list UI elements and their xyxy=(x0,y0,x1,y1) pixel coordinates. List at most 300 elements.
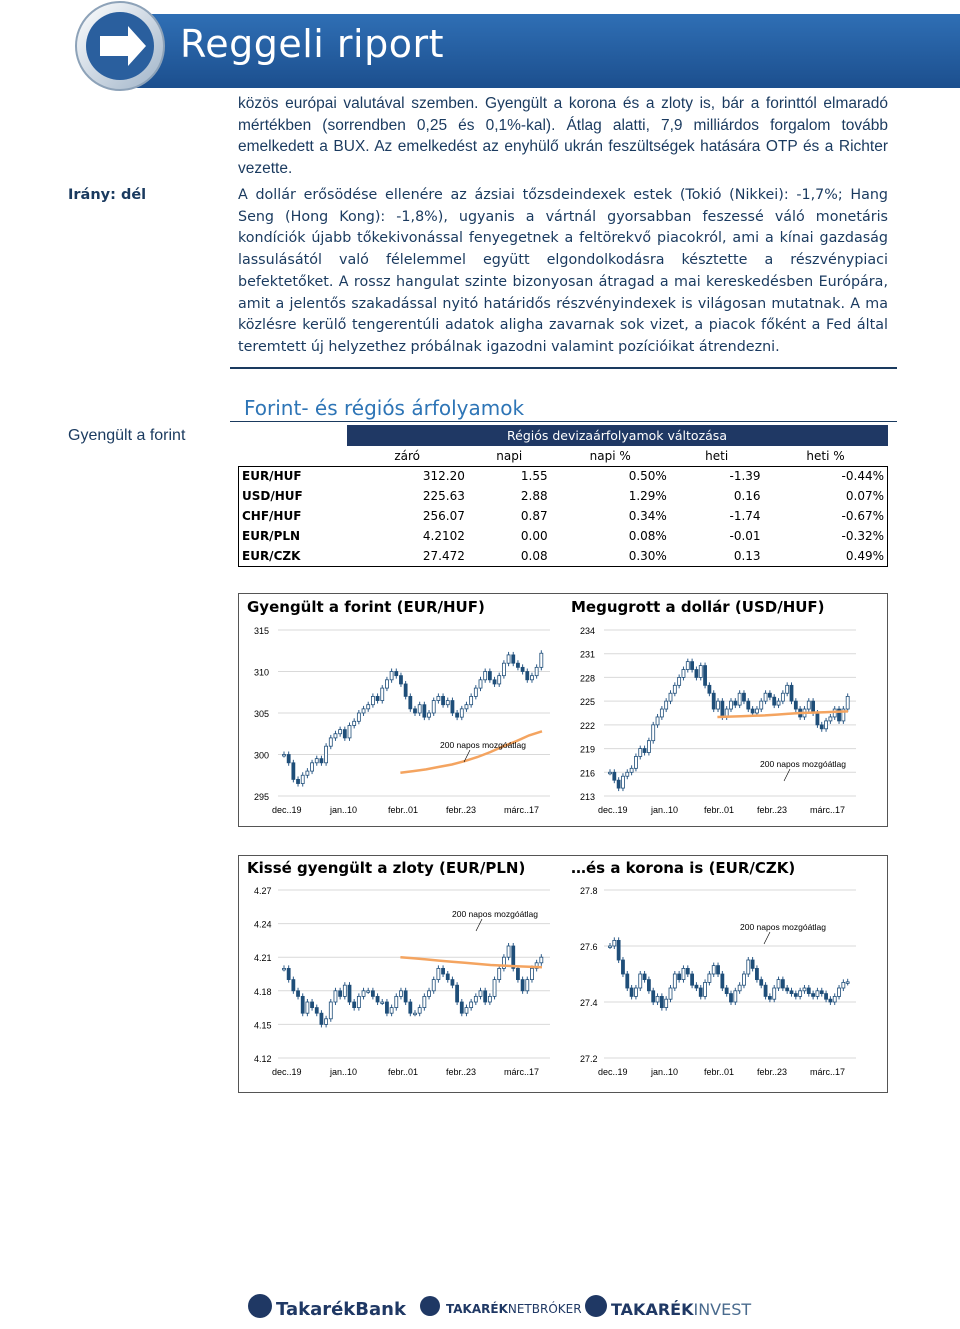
candle-body xyxy=(686,968,689,974)
candle-body xyxy=(357,713,360,721)
candle-body xyxy=(734,701,737,705)
cell: 0.87 xyxy=(520,509,548,523)
candle-body xyxy=(803,988,806,991)
candle-body xyxy=(334,991,337,1002)
candle-body xyxy=(747,701,750,709)
candle-body xyxy=(484,672,487,680)
candle-body xyxy=(790,685,793,701)
candle-body xyxy=(320,759,323,763)
candle-body xyxy=(807,701,810,709)
candle-body xyxy=(456,713,459,717)
paragraph-forint: közös európai valutával szemben. Gyengült a korona és a zloty is, bár a forinttól elmaradó mértékben (sorrendben 0,25 és 0,1%-kal). Átlag alatti, 7,9 milliárdos forgalom tovább emelkedett a BUX. Az emelkedést az enyhülő ukrán feszültségek hatására OTP és a Richter vezette. xyxy=(238,95,888,178)
candle-body xyxy=(626,974,629,988)
candle-body xyxy=(656,717,659,725)
candle-body xyxy=(442,696,445,704)
y-tick-label: 231 xyxy=(580,649,596,660)
candle-body xyxy=(833,996,836,1002)
moving-average-label: 200 napos mozgóátlag xyxy=(452,909,539,919)
candle-body xyxy=(479,991,482,997)
candle-body xyxy=(639,974,642,988)
cell: 2.88 xyxy=(520,489,548,503)
cell: 0.08% xyxy=(628,529,667,543)
candle-body xyxy=(665,701,668,709)
candle-body xyxy=(287,968,290,979)
x-tick-label: márc..17 xyxy=(504,1067,540,1077)
candle-body xyxy=(751,709,754,713)
candle-body xyxy=(376,996,379,1002)
y-tick-label: 4.18 xyxy=(254,986,272,997)
moving-average-label: 200 napos mozgóátlag xyxy=(440,740,527,750)
candle-body xyxy=(630,768,633,772)
candle-body xyxy=(460,709,463,717)
candle-body xyxy=(535,667,538,675)
candle-body xyxy=(673,685,676,693)
candle-body xyxy=(764,693,767,701)
y-tick-label: 225 xyxy=(580,697,596,708)
candle-body xyxy=(306,771,309,775)
chart-title-eurpln: Kissé gyengült a zloty (EUR/PLN) xyxy=(247,859,526,877)
candle-body xyxy=(521,667,524,671)
candle-body xyxy=(488,996,491,1002)
cell: 312.20 xyxy=(347,466,468,486)
candle-body xyxy=(786,988,789,991)
report-title: Reggeli riport xyxy=(180,22,444,66)
candle-body xyxy=(609,772,612,774)
x-tick-label: márc..17 xyxy=(810,805,846,815)
candle-body xyxy=(390,1008,393,1014)
candle-body xyxy=(367,705,370,709)
candle-body xyxy=(755,709,758,713)
x-tick-label: febr..01 xyxy=(704,1067,735,1077)
candle-body xyxy=(768,996,771,999)
candle-body xyxy=(320,1013,323,1024)
cell: 0.07% xyxy=(764,486,888,506)
section-title-underline xyxy=(230,421,897,422)
candle-body xyxy=(516,968,519,979)
candle-body xyxy=(643,749,646,753)
candle-body xyxy=(451,701,454,713)
y-tick-label: 4.27 xyxy=(254,886,272,896)
candle-body xyxy=(470,696,473,704)
x-tick-label: márc..17 xyxy=(504,805,540,815)
candle-body xyxy=(820,991,823,994)
candle-body xyxy=(621,776,624,788)
candle-body xyxy=(738,985,741,991)
report-header xyxy=(0,0,960,92)
candle-body xyxy=(613,940,616,946)
candle-body xyxy=(404,684,407,696)
candle-body xyxy=(385,1002,388,1013)
candle-body xyxy=(530,676,533,680)
candle-body xyxy=(691,974,694,985)
candle-body xyxy=(479,680,482,688)
table-row xyxy=(239,506,888,526)
candle-body xyxy=(451,980,454,986)
annotation-leader xyxy=(784,769,790,781)
moving-average-label: 200 napos mozgóátlag xyxy=(760,759,847,769)
candle-body xyxy=(734,991,737,1002)
candle-body xyxy=(695,670,698,678)
paragraph-markets: A dollár erősödése ellenére az ázsiai tőzsdeindexek estek (Tokió (Nikkei): -1,7%; Hang Seng (Hong Kong): -1,8%), ugyanis a vártnál gyorsabban feszessé váló monetáris kondíciók újabb tőkekivonással fenyegetnek a feltörekvő piacokról, ami a kínai gazdaság lassulásától való félelemmel együtt elgondolkodásra késztette a részvénypiaci befektetőket. A rossz hangulat szinte bizonyosan átragad a mai kereskedésben Európára, amit a jelentős szakadással nyitó határidős részvényindexek is világosan mutatnak. A ma közlésre kerülő tengerentúli adatok aligha zavarnak sok vizet, a piacok főként a Fed által teremtett új helyzethez próbálnak igazodni valamint pozícióikat átrendezni. xyxy=(238,187,888,355)
candle-body xyxy=(842,982,845,988)
cell: -0.44% xyxy=(764,466,888,486)
candle-body xyxy=(630,988,633,996)
candle-body xyxy=(799,991,802,997)
candle-body xyxy=(678,974,681,980)
cell: -0.01 xyxy=(729,529,761,543)
candle-body xyxy=(381,1002,384,1004)
cell: 256.07 xyxy=(422,509,465,523)
candle-body xyxy=(311,1002,314,1008)
candle-body xyxy=(673,974,676,988)
candle-body xyxy=(825,721,828,729)
cell: 225.63 xyxy=(422,489,465,503)
cell: 0.13 xyxy=(670,546,764,566)
candle-body xyxy=(665,999,668,1007)
candle-body xyxy=(812,994,815,997)
chart-title-usdhuf: Megugrott a dollár (USD/HUF) xyxy=(571,598,825,616)
candle-body xyxy=(418,1008,421,1014)
candle-body xyxy=(820,725,823,729)
cell: 1.55 xyxy=(468,466,551,486)
candle-body xyxy=(329,1002,332,1019)
candle-body xyxy=(794,994,797,997)
candle-body xyxy=(794,701,797,709)
candle-body xyxy=(362,991,365,997)
candle-body xyxy=(704,666,707,686)
candle-body xyxy=(301,996,304,1013)
candle-body xyxy=(353,1002,356,1008)
pair-label: EUR/PLN xyxy=(239,526,347,546)
candle-body xyxy=(747,960,750,974)
candle-body xyxy=(493,680,496,684)
candle-body xyxy=(437,968,440,979)
candle-body xyxy=(742,693,745,701)
candle-body xyxy=(498,676,501,684)
cell: 1.29% xyxy=(628,489,667,503)
col-header: heti % xyxy=(806,448,845,463)
candle-body xyxy=(669,988,672,999)
candle-body xyxy=(353,721,356,725)
x-tick-label: febr..01 xyxy=(704,805,735,815)
candle-body xyxy=(371,991,374,997)
candle-body xyxy=(343,985,346,996)
table-row xyxy=(239,526,888,546)
x-tick-label: febr..23 xyxy=(757,1067,788,1077)
candle-body xyxy=(708,685,711,693)
candle-body xyxy=(760,980,763,986)
candle-body xyxy=(526,980,529,991)
y-tick-label: 213 xyxy=(580,792,596,802)
candle-body xyxy=(717,701,720,709)
candle-body xyxy=(647,741,650,753)
candle-body xyxy=(339,730,342,734)
candle-body xyxy=(777,980,780,988)
cell: 4.2102 xyxy=(422,529,465,543)
cell: 0.08 xyxy=(468,546,551,566)
candle-body xyxy=(781,693,784,701)
candle-body xyxy=(617,940,620,960)
fx-table xyxy=(238,425,888,567)
candle-body xyxy=(660,996,663,1007)
candle-body xyxy=(418,705,421,713)
chart-eurpln xyxy=(240,884,560,1089)
candle-body xyxy=(682,968,685,979)
candle-body xyxy=(395,996,398,1007)
brand-part: TAKARÉK xyxy=(446,1302,508,1316)
candle-body xyxy=(423,705,426,717)
table-row xyxy=(239,546,888,566)
candle-body xyxy=(777,701,780,705)
candle-body xyxy=(526,672,529,680)
table-row xyxy=(239,486,888,506)
x-tick-label: márc..17 xyxy=(810,1067,846,1077)
moving-average-line xyxy=(717,711,848,717)
candle-body xyxy=(691,662,694,670)
candle-body xyxy=(682,670,685,678)
cell: 27.472 xyxy=(347,546,468,566)
candle-body xyxy=(428,713,431,717)
fx-table-corner xyxy=(239,425,347,446)
candle-body xyxy=(829,999,832,1002)
candle-body xyxy=(376,696,379,700)
candle-body xyxy=(283,755,286,757)
candle-body xyxy=(725,988,728,994)
candle-body xyxy=(446,701,449,705)
candle-body xyxy=(399,991,402,997)
candle-body xyxy=(493,980,496,997)
cell: -0.32% xyxy=(764,526,888,546)
candle-body xyxy=(634,988,637,996)
candle-body xyxy=(507,946,510,957)
fx-table-title: Régiós devizaárfolyamok változása xyxy=(347,425,888,446)
candle-body xyxy=(329,738,332,746)
candle-body xyxy=(807,988,810,994)
candle-body xyxy=(409,696,412,708)
candle-body xyxy=(660,709,663,717)
candle-body xyxy=(773,988,776,999)
brand-part: INVEST xyxy=(693,1300,752,1319)
pair-label: USD/HUF xyxy=(239,486,347,506)
table-row xyxy=(239,466,888,486)
candle-body xyxy=(825,994,828,1000)
pair-label: EUR/CZK xyxy=(239,546,347,566)
candle-body xyxy=(357,996,360,1007)
candle-body xyxy=(465,705,468,709)
candle-body xyxy=(704,982,707,996)
candle-body xyxy=(712,693,715,709)
candle-body xyxy=(460,1002,463,1013)
candle-body xyxy=(381,688,384,700)
cell: -1.39 xyxy=(670,466,764,486)
candle-body xyxy=(399,676,402,684)
candle-body xyxy=(530,968,533,979)
candle-body xyxy=(829,717,832,721)
y-tick-label: 315 xyxy=(254,626,270,636)
candle-body xyxy=(465,1008,468,1014)
candle-body xyxy=(760,701,763,709)
y-tick-label: 310 xyxy=(254,667,270,678)
candle-body xyxy=(488,672,491,680)
candle-body xyxy=(409,1002,412,1013)
candle-body xyxy=(395,672,398,676)
candle-body xyxy=(348,725,351,737)
y-tick-label: 222 xyxy=(580,720,596,731)
cell: 0.00 xyxy=(520,529,548,543)
side-label-forint: Gyengült a forint xyxy=(68,427,186,444)
candle-body xyxy=(712,966,715,974)
cell: 0.50% xyxy=(551,466,670,486)
candle-body xyxy=(781,980,784,988)
candle-body xyxy=(540,653,543,667)
candle-body xyxy=(474,688,477,696)
candle-body xyxy=(846,696,849,709)
y-tick-label: 4.12 xyxy=(254,1054,272,1064)
candle-body xyxy=(686,662,689,670)
footer-brand-netbroker xyxy=(446,1302,582,1316)
y-tick-label: 4.24 xyxy=(254,919,272,930)
candle-body xyxy=(846,982,849,984)
y-tick-label: 27.2 xyxy=(580,1054,598,1064)
header-banner xyxy=(0,0,960,92)
y-tick-label: 300 xyxy=(254,750,270,761)
candle-body xyxy=(669,693,672,701)
candle-body xyxy=(647,980,650,991)
candle-body xyxy=(442,968,445,974)
candle-body xyxy=(432,701,435,713)
candle-body xyxy=(708,974,711,982)
candle-body xyxy=(315,759,318,763)
candle-body xyxy=(721,701,724,717)
candle-body xyxy=(423,996,426,1007)
candle-body xyxy=(414,709,417,713)
y-tick-label: 27.6 xyxy=(580,942,598,952)
candle-body xyxy=(721,974,724,988)
side-label-direction: Irány: dél xyxy=(68,187,147,203)
y-tick-label: 27.4 xyxy=(580,998,598,1008)
candle-body xyxy=(786,685,789,693)
x-tick-label: jan..10 xyxy=(651,805,679,815)
candle-body xyxy=(474,996,477,1002)
cell: 0.34% xyxy=(628,509,667,523)
candle-body xyxy=(367,991,370,993)
candle-body xyxy=(816,713,819,725)
cell: 0.49% xyxy=(764,546,888,566)
candle-body xyxy=(639,749,642,757)
x-tick-label: febr..23 xyxy=(446,1067,477,1077)
footer-brand-bank: TakarékBank xyxy=(276,1299,406,1320)
annotation-leader xyxy=(476,919,482,931)
candle-body xyxy=(292,763,295,780)
candle-body xyxy=(764,985,767,996)
candle-body xyxy=(428,991,431,997)
y-tick-label: 4.21 xyxy=(254,953,272,964)
brand-part: TAKARÉK xyxy=(611,1300,694,1319)
col-header: napi % xyxy=(589,448,631,463)
moving-average-line xyxy=(400,957,542,967)
candle-body xyxy=(621,960,624,974)
y-tick-label: 216 xyxy=(580,768,596,779)
candle-body xyxy=(738,693,741,705)
candle-body xyxy=(717,966,720,974)
chart-usdhuf xyxy=(564,624,886,824)
x-tick-label: febr..01 xyxy=(388,1067,419,1077)
x-tick-label: febr..23 xyxy=(446,805,477,815)
section-title: Forint- és régiós árfolyamok xyxy=(244,396,525,420)
candle-body xyxy=(502,663,505,675)
y-tick-label: 219 xyxy=(580,744,596,755)
candle-body xyxy=(699,988,702,996)
candle-body xyxy=(699,666,702,678)
candle-body xyxy=(306,1002,309,1013)
candle-body xyxy=(325,1019,328,1025)
candle-body xyxy=(292,980,295,991)
candle-body xyxy=(678,677,681,685)
candle-body xyxy=(695,985,698,988)
candle-body xyxy=(617,780,620,788)
chart-title-eurhuf: Gyengült a forint (EUR/HUF) xyxy=(247,598,485,616)
x-tick-label: dec..19 xyxy=(272,805,302,815)
y-tick-label: 228 xyxy=(580,673,596,684)
col-header: záró xyxy=(394,448,421,463)
x-tick-label: jan..10 xyxy=(330,805,358,815)
pair-label: EUR/HUF xyxy=(239,466,347,486)
candle-body xyxy=(287,755,290,763)
y-tick-label: 305 xyxy=(254,709,270,719)
candle-body xyxy=(768,693,771,697)
x-tick-label: febr..01 xyxy=(388,805,419,815)
candle-body xyxy=(516,663,519,667)
x-tick-label: dec..19 xyxy=(272,1067,302,1077)
col-header: napi xyxy=(496,448,523,463)
candle-body xyxy=(432,980,435,991)
candle-body xyxy=(470,1002,473,1008)
candle-body xyxy=(730,701,733,709)
chart-eurczk xyxy=(564,884,886,1089)
candle-body xyxy=(540,957,543,963)
candle-body xyxy=(742,974,745,985)
brand-part: NETBRÓKER xyxy=(507,1302,582,1316)
chart-eurhuf xyxy=(240,624,560,824)
candle-body xyxy=(751,960,754,968)
candle-body xyxy=(521,980,524,991)
cell: 0.30% xyxy=(551,546,670,566)
candle-body xyxy=(301,775,304,783)
candle-body xyxy=(315,1008,318,1014)
moving-average-label: 200 napos mozgóátlag xyxy=(740,922,827,932)
candle-body xyxy=(643,974,646,980)
candle-body xyxy=(348,985,351,1002)
candle-body xyxy=(390,672,393,680)
section-divider xyxy=(230,367,897,369)
candle-body xyxy=(512,655,515,663)
x-tick-label: jan..10 xyxy=(330,1067,358,1077)
candle-body xyxy=(456,985,459,1002)
candle-body xyxy=(838,988,841,996)
candle-body xyxy=(362,709,365,713)
candle-body xyxy=(634,756,637,768)
candle-body xyxy=(297,779,300,783)
candle-body xyxy=(325,746,328,763)
y-tick-label: 234 xyxy=(580,626,596,636)
candle-body xyxy=(790,991,793,994)
candle-body xyxy=(414,1013,417,1015)
candle-body xyxy=(652,725,655,741)
candle-body xyxy=(297,991,300,997)
candle-body xyxy=(334,734,337,738)
cell: -1.74 xyxy=(729,509,761,523)
col-header: heti xyxy=(705,448,729,463)
